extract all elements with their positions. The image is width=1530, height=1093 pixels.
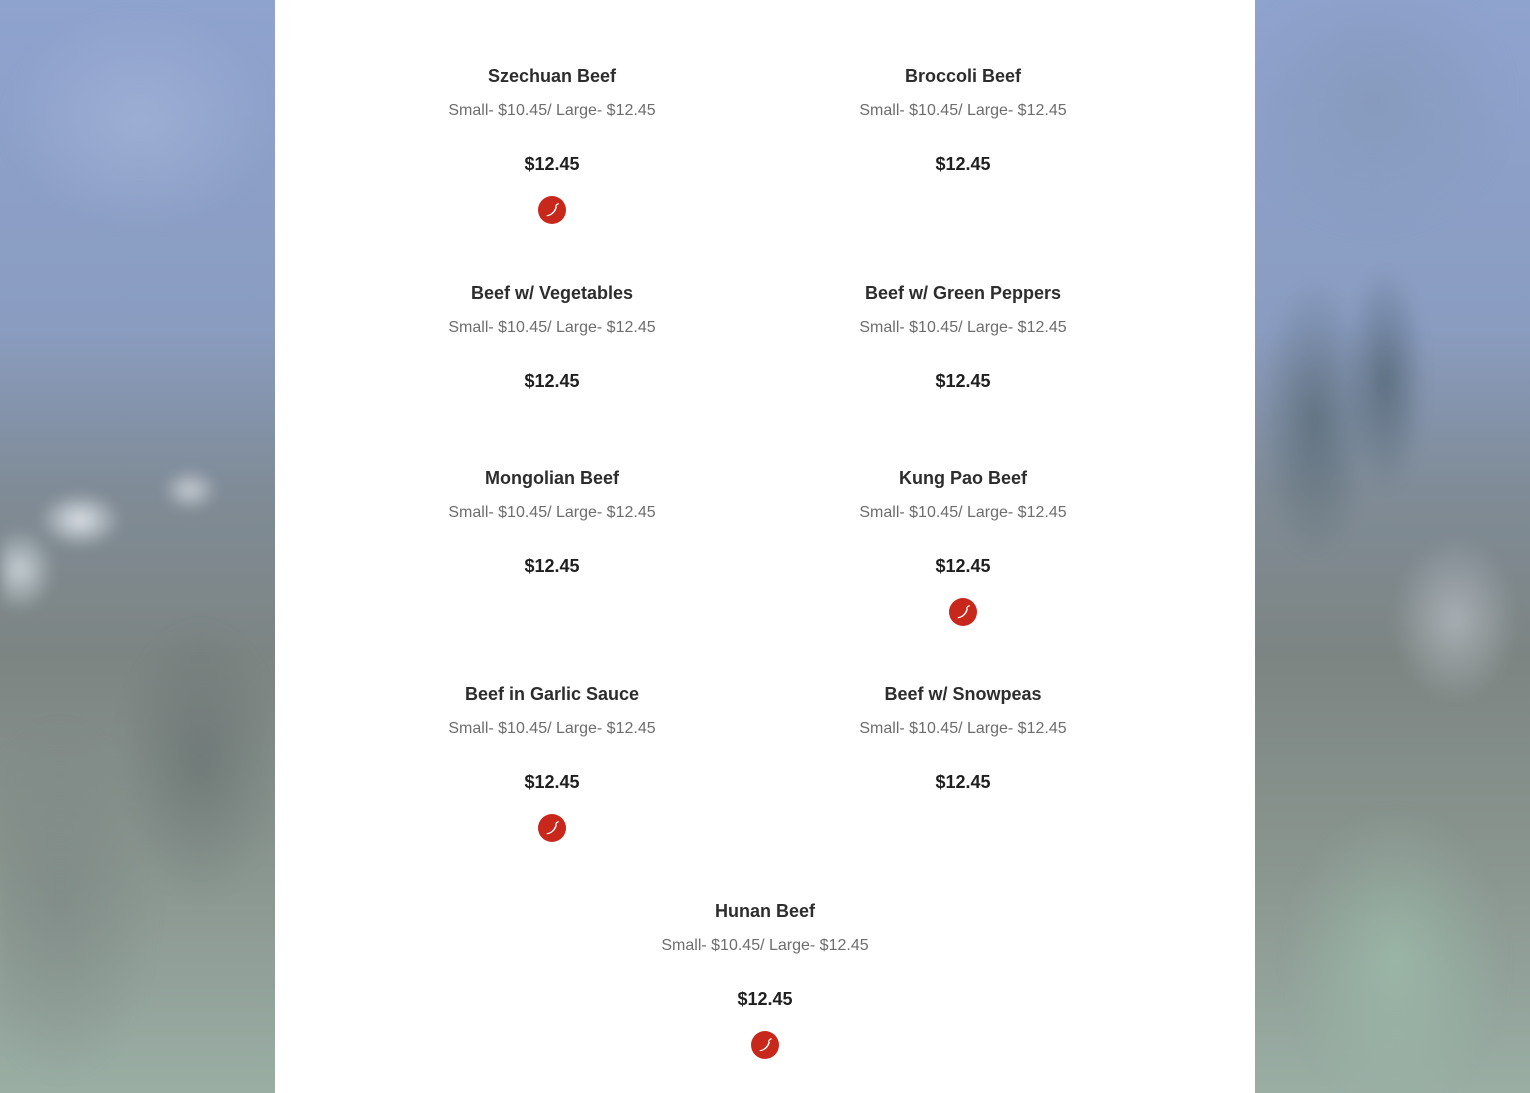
menu-item-beef-green-peppers[interactable] [783, 282, 1143, 392]
item-name: Szechuan Beef [487, 66, 617, 86]
item-description: Small- $10.45/ Large- $12.45 [859, 102, 1067, 119]
item-description: Small- $10.45/ Large- $12.45 [448, 319, 656, 336]
menu-item-hunan-beef[interactable] [585, 900, 945, 1059]
chili-pepper-icon [949, 598, 977, 626]
item-price: $12.45 [524, 556, 580, 576]
item-price: $12.45 [524, 154, 580, 174]
menu-item-mongolian-beef[interactable] [372, 467, 732, 577]
item-name: Beef w/ Vegetables [470, 283, 634, 303]
chili-pepper-icon [751, 1031, 779, 1059]
item-name: Beef w/ Green Peppers [864, 283, 1062, 303]
menu-item-beef-snowpeas[interactable] [783, 683, 1143, 793]
item-name: Beef w/ Snowpeas [884, 684, 1042, 704]
item-name: Beef in Garlic Sauce [464, 684, 640, 704]
menu-item-szechuan-beef[interactable] [372, 65, 732, 224]
menu-item-beef-vegetables[interactable] [372, 282, 732, 392]
menu-item-kung-pao-beef[interactable] [783, 467, 1143, 626]
item-price: $12.45 [935, 154, 991, 174]
item-name: Broccoli Beef [904, 66, 1022, 86]
menu-panel [275, 0, 1255, 1093]
item-description: Small- $10.45/ Large- $12.45 [448, 102, 656, 119]
item-price: $12.45 [935, 772, 991, 792]
menu-item-broccoli-beef[interactable] [783, 65, 1143, 175]
item-name: Mongolian Beef [485, 468, 619, 488]
item-description: Small- $10.45/ Large- $12.45 [859, 504, 1067, 521]
item-description: Small- $10.45/ Large- $12.45 [448, 720, 656, 737]
item-description: Small- $10.45/ Large- $12.45 [859, 720, 1067, 737]
background-image-right [1255, 0, 1530, 1093]
item-name: Kung Pao Beef [898, 468, 1027, 488]
item-price: $12.45 [524, 772, 580, 792]
item-name: Hunan Beef [714, 901, 815, 921]
menu-item-beef-garlic-sauce[interactable] [372, 683, 732, 842]
item-price: $12.45 [935, 556, 991, 576]
background-image-left [0, 0, 275, 1093]
item-description: Small- $10.45/ Large- $12.45 [448, 504, 656, 521]
chili-pepper-icon [538, 814, 566, 842]
item-price: $12.45 [737, 989, 793, 1009]
item-description: Small- $10.45/ Large- $12.45 [661, 937, 869, 954]
item-price: $12.45 [524, 371, 580, 391]
item-price: $12.45 [935, 371, 991, 391]
chili-pepper-icon [538, 196, 566, 224]
item-description: Small- $10.45/ Large- $12.45 [859, 319, 1067, 336]
